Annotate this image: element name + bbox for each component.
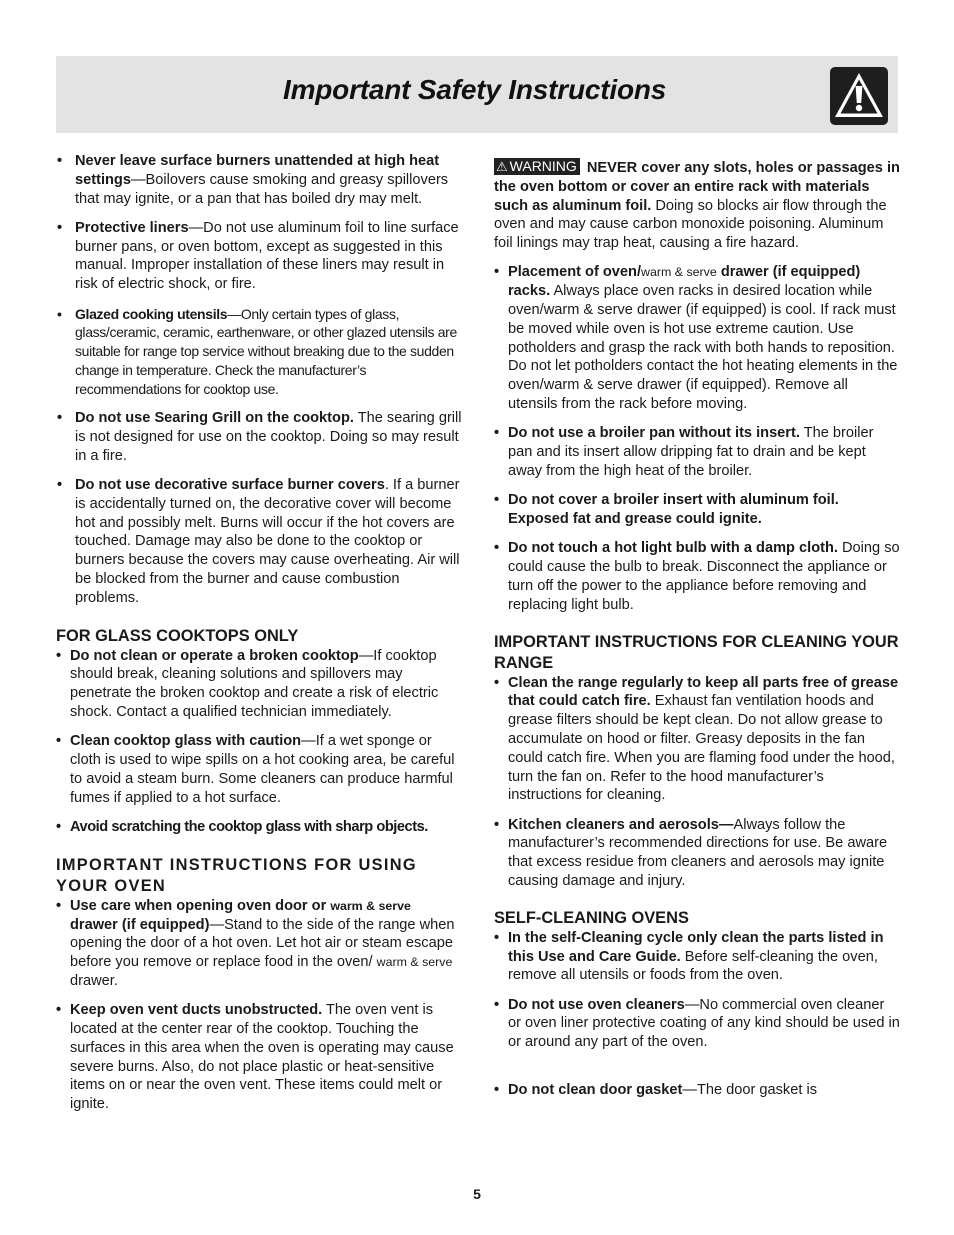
list-item: • Protective liners—Do not use aluminum foil to line surface burner pans, or oven bottom, except as suggested in this manual. Improper installation of these liners may result in risk of electric shock, or fire. bbox=[56, 219, 462, 294]
list-item: • Do not use oven cleaners—No commercial oven cleaner or oven liner protective coating of any kind should be used in or around any part of the oven. bbox=[494, 996, 900, 1052]
list-item: • Do not clean door gasket—The door gasket is bbox=[494, 1081, 900, 1100]
section-heading: FOR GLASS COOKTOPS ONLY bbox=[56, 626, 299, 645]
list-item: • In the self-Cleaning cycle only clean the parts listed in this Use and Care Guide. Before self-cleaning the oven, remove all utensils or foods from the oven. bbox=[494, 929, 900, 985]
warning-triangle-icon bbox=[830, 67, 888, 125]
list-item: • Clean cooktop glass with caution—If a wet sponge or cloth is used to wipe spills on a hot cooking area, be careful to avoid a steam burn. Some cleaners can produce harmful fumes if applied to a hot surface. bbox=[56, 732, 462, 807]
list-item: • Kitchen cleaners and aerosols—Always follow the manufacturer’s recommended directions for use. Be aware that excess residue from cleaners and aerosols may ignite causing damage and injury. bbox=[494, 816, 900, 891]
section-heading: IMPORTANT INSTRUCTIONS FOR USING YOUR OVEN bbox=[56, 855, 417, 895]
list-item: • Do not use decorative surface burner covers. If a burner is accidentally turned on, the decorative cover will become hot and possibly melt. Burns will occur if the hot covers are touched. Damage may also be done to the cooktop or burners because the covers may cause overheating. Air will be blocked from the burner and cause combustion problems. bbox=[56, 476, 462, 608]
header-banner bbox=[56, 56, 898, 133]
list-item: • Do not touch a hot light bulb with a damp cloth. Doing so could cause the bulb to break. Disconnect the appliance or turn off the power to the appliance before removing and replacing light bulb. bbox=[494, 539, 900, 614]
list-item: • Keep oven vent ducts unobstructed. The oven vent is located at the center rear of the cooktop. Touching the surfaces in this area when the oven is operating may cause severe burns. Also, do not place plastic or heat-sensitive items on or near the oven vent. These items could melt or ignite. bbox=[56, 1001, 462, 1114]
list-item: • Do not use a broiler pan without its insert. The broiler pan and its insert allow dripping fat to drain and be kept away from the high heat of the broiler. bbox=[494, 424, 900, 480]
list-item: • Do not cover a broiler insert with aluminum foil. Exposed fat and grease could ignite. bbox=[494, 491, 900, 529]
list-item: • Clean the range regularly to keep all parts free of grease that could catch fire. Exhaust fan ventilation hoods and grease filters should be kept clean. Do not allow grease to accumulate on hood or filter. Greasy deposits in the fan could catch fire. When you are flaming food under the hood, turn the fan on. Refer to the hood manufacturer’s instructions for cleaning. bbox=[494, 674, 900, 806]
list-item: • Use care when opening oven door or warm & serve drawer (if equipped)—Stand to the side of the range when opening the door of a hot oven. Let hot air or steam escape before you remove or replace food in the oven/ warm & serve drawer. bbox=[56, 897, 462, 991]
warning-paragraph: ⚠ WARNING NEVER cover any slots, holes or passages in the oven bottom or cover an entire rack with materials such as aluminum foil. Doing so blocks air flow through the oven and may cause carbon monoxide poisoning. Aluminum foil linings may trap heat, causing a fire hazard. bbox=[494, 158, 900, 252]
list-item: • Do not clean or operate a broken cooktop—If cooktop should break, cleaning solutions and spillovers may penetrate the broken cooktop and create a risk of electric shock. Contact a qualified technician immediately. bbox=[56, 647, 462, 722]
warning-icon: ⚠ bbox=[496, 159, 508, 174]
right-column bbox=[494, 158, 900, 1100]
list-item: • Never leave surface burners unattended at high heat settings—Boilovers cause smoking and greasy spillovers that may ignite, or a pan that has boiled dry may melt. bbox=[56, 152, 462, 208]
list-item: • Glazed cooking utensils—Only certain types of glass, glass/ceramic, ceramic, earthenware, or other glazed utensils are suitable for range top service without breaking due to the sudden change in temperature. Check the manufacturer’s recommendations for cooktop use. bbox=[56, 305, 462, 399]
warning-badge: ⚠ WARNING bbox=[494, 158, 580, 175]
list-item: • Avoid scratching the cooktop glass with sharp objects. bbox=[56, 818, 462, 837]
page-title: Important Safety Instructions bbox=[283, 74, 667, 105]
left-column bbox=[56, 152, 462, 1114]
section-heading: IMPORTANT INSTRUCTIONS FOR CLEANING YOUR RANGE bbox=[494, 632, 899, 672]
section-heading: SELF-CLEANING OVENS bbox=[494, 908, 689, 927]
list-item: • Placement of oven/warm & serve drawer (if equipped) racks. Always place oven racks in desired location while oven/warm & serve drawer (if equipped) is cool. If rack must be moved while oven is hot use extreme caution. Use potholders and grasp the rack with both hands to reposition. Do not let potholders contact the hot heating elements in the oven/warm & serve drawer (if equipped). Remove all utensils from the rack before moving. bbox=[494, 263, 900, 413]
list-item: • Do not use Searing Grill on the cooktop. The searing grill is not designed for use on the cooktop. Doing so may result in a fire. bbox=[56, 409, 462, 465]
page-number: 5 bbox=[473, 1186, 481, 1202]
